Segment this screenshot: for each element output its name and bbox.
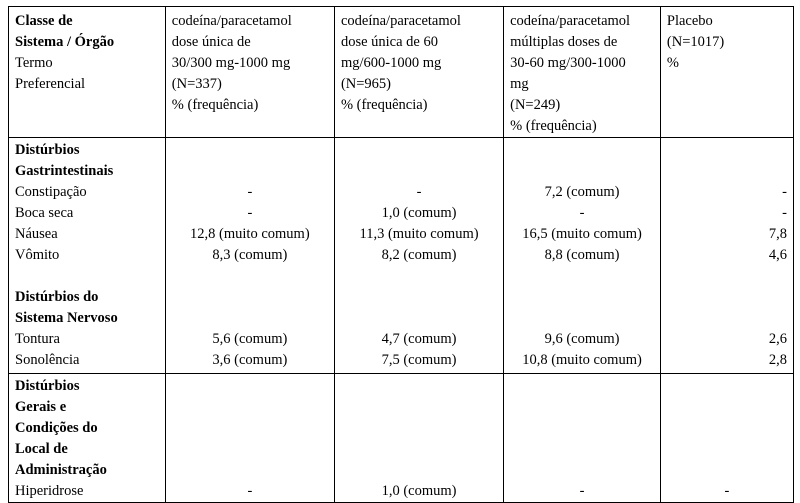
value-cell: -	[416, 184, 422, 200]
header-single-dose-60	[334, 7, 503, 138]
spacer	[341, 397, 497, 418]
spacer	[341, 287, 497, 308]
value-cell: 11,3 (muito comum)	[359, 226, 479, 242]
value-cell: 12,8 (muito comum)	[190, 226, 310, 242]
header-line: Termo	[15, 55, 53, 71]
values-single-dose-30	[165, 138, 334, 374]
spacer	[172, 140, 328, 161]
term-dry-mouth: Boca seca	[15, 205, 74, 221]
spacer	[667, 266, 787, 287]
spacer	[510, 308, 654, 329]
value-cell: 1,0 (comum)	[381, 205, 457, 221]
value-cell: -	[724, 483, 730, 499]
values-single-dose-30	[165, 374, 334, 503]
value-cell: 8,3 (comum)	[212, 247, 288, 263]
adverse-events-table	[8, 6, 794, 503]
value-cell: 8,2 (comum)	[381, 247, 457, 263]
spacer	[510, 460, 654, 481]
header-line: (N=965)	[340, 76, 392, 92]
header-line: codeína/paracetamol	[510, 13, 631, 29]
spacer	[341, 376, 497, 397]
value-cell: 10,8 (muito comum)	[522, 352, 642, 368]
section-title: Gastrintestinais	[15, 163, 114, 179]
values-placebo	[660, 374, 793, 503]
spacer	[667, 460, 787, 481]
spacer	[667, 308, 787, 329]
spacer	[15, 266, 159, 287]
spacer	[667, 287, 787, 308]
term-dizziness: Tontura	[15, 331, 60, 347]
value-cell: 1,0 (comum)	[381, 483, 457, 499]
spacer	[341, 418, 497, 439]
spacer	[172, 308, 328, 329]
header-line: dose única de	[171, 34, 251, 50]
term-constipation: Constipação	[15, 184, 87, 200]
header-single-dose-30	[165, 7, 334, 138]
section-title: Distúrbios	[15, 142, 80, 158]
value-cell: 3,6 (comum)	[212, 352, 288, 368]
spacer	[510, 266, 654, 287]
value-cell: 2,8	[768, 352, 787, 368]
header-line: codeína/paracetamol	[340, 13, 461, 29]
section-title: Gerais e	[15, 399, 67, 415]
value-cell: -	[247, 483, 253, 499]
header-line: múltiplas doses de	[510, 34, 618, 50]
table-header-row	[9, 7, 794, 138]
value-cell: 8,8 (comum)	[544, 247, 620, 263]
section-title: Sistema Nervoso	[15, 310, 118, 326]
values-single-dose-60	[334, 374, 503, 503]
spacer	[667, 376, 787, 397]
header-line: mg	[510, 76, 529, 92]
header-line: Preferencial	[15, 76, 86, 92]
spacer	[510, 376, 654, 397]
spacer	[510, 397, 654, 418]
value-cell: 9,6 (comum)	[544, 331, 620, 347]
spacer	[667, 161, 787, 182]
header-line: codeína/paracetamol	[171, 13, 292, 29]
header-line: dose única de 60	[340, 34, 438, 50]
values-placebo	[660, 138, 793, 374]
spacer	[172, 266, 328, 287]
header-line: 30/300 mg-1000 mg	[171, 55, 291, 71]
section-general-disorders	[9, 374, 794, 503]
value-cell: -	[579, 205, 585, 221]
spacer	[667, 439, 787, 460]
value-cell: -	[247, 205, 253, 221]
spacer	[172, 397, 328, 418]
term-vomiting: Vômito	[15, 247, 60, 263]
spacer	[667, 397, 787, 418]
spacer	[341, 308, 497, 329]
term-hyperhidrosis: Hiperidrose	[15, 483, 84, 499]
header-multiple-doses	[504, 7, 661, 138]
spacer	[510, 161, 654, 182]
section-title: Local de	[15, 441, 68, 457]
header-line: % (frequência)	[171, 97, 259, 113]
term-somnolence: Sonolência	[15, 352, 80, 368]
term-nausea: Náusea	[15, 226, 58, 242]
spacer	[341, 161, 497, 182]
header-system-organ-class	[9, 7, 166, 138]
header-line: mg/600-1000 mg	[340, 55, 442, 71]
spacer	[172, 287, 328, 308]
header-line: % (frequência)	[510, 118, 597, 134]
value-cell: -	[782, 184, 787, 200]
header-line: Placebo	[666, 13, 713, 29]
spacer	[667, 418, 787, 439]
value-cell: 4,7 (comum)	[381, 331, 457, 347]
value-cell: 4,6	[768, 247, 787, 263]
header-line: Classe de	[15, 13, 73, 29]
spacer	[667, 140, 787, 161]
spacer	[510, 418, 654, 439]
value-cell: 7,5 (comum)	[381, 352, 457, 368]
value-cell: -	[579, 483, 585, 499]
spacer	[172, 460, 328, 481]
header-line: (N=249)	[510, 97, 561, 113]
header-line: 30-60 mg/300-1000	[510, 55, 626, 71]
section-title: Condições do	[15, 420, 98, 436]
spacer	[341, 140, 497, 161]
header-line: (N=1017)	[666, 34, 725, 50]
spacer	[341, 266, 497, 287]
section-terms-column	[9, 138, 166, 374]
value-cell: -	[782, 205, 787, 221]
values-single-dose-60	[334, 138, 503, 374]
spacer	[172, 376, 328, 397]
spacer	[510, 287, 654, 308]
value-cell: 16,5 (muito comum)	[522, 226, 642, 242]
values-multiple-doses	[504, 374, 661, 503]
spacer	[510, 439, 654, 460]
spacer	[510, 140, 654, 161]
spacer	[172, 439, 328, 460]
header-line: % (frequência)	[340, 97, 428, 113]
section-terms-column	[9, 374, 166, 503]
value-cell: 2,6	[768, 331, 787, 347]
spacer	[172, 161, 328, 182]
value-cell: -	[247, 184, 253, 200]
section-gi-nervous	[9, 138, 794, 374]
values-multiple-doses	[504, 138, 661, 374]
value-cell: 7,2 (comum)	[544, 184, 620, 200]
header-line: Sistema / Órgão	[15, 34, 115, 50]
value-cell: 5,6 (comum)	[212, 331, 288, 347]
section-title: Distúrbios	[15, 378, 80, 394]
spacer	[341, 460, 497, 481]
header-line: (N=337)	[171, 76, 222, 92]
value-cell: 7,8	[768, 226, 787, 242]
spacer	[172, 418, 328, 439]
spacer	[341, 439, 497, 460]
header-line: %	[666, 55, 679, 71]
section-title: Administração	[15, 462, 107, 478]
section-title: Distúrbios do	[15, 289, 99, 305]
header-placebo	[660, 7, 793, 138]
